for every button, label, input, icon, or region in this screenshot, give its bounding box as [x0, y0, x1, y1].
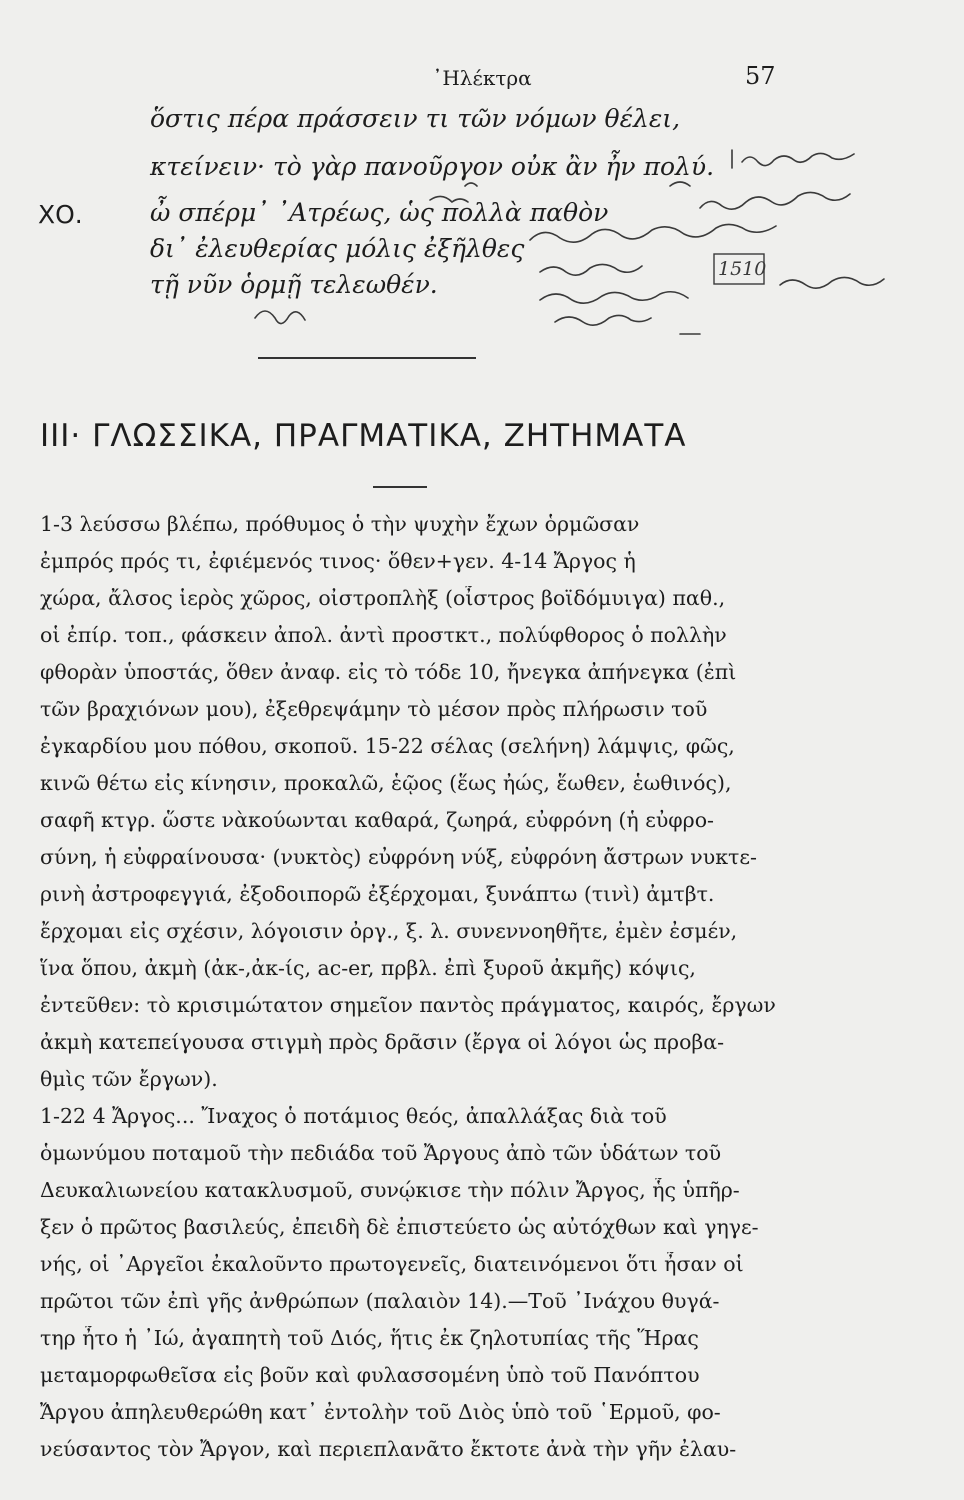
divider	[373, 486, 427, 488]
commentary-line: θμὶς τῶν ἔργων).	[40, 1067, 218, 1091]
verse-line: τῇ νῦν ὁρμῇ τελεωθέν.	[150, 270, 438, 299]
commentary-line: ἔρχομαι εἰς σχέσιν, λόγοισιν ὀργ., ξ. λ. συνεννοηθῆτε, ἐμὲν ἐσμέν,	[40, 919, 738, 943]
commentary-line: τῶν βραχιόνων μου), ἐξεθρεψάμην τὸ μέσον πρὸς πλήρωσιν τοῦ	[40, 697, 708, 721]
commentary-line: ὁμωνύμου ποταμοῦ τὴν πεδιάδα τοῦ Ἄργους ἀπὸ τῶν ὑδάτων τοῦ	[40, 1141, 722, 1165]
verse-line: δι᾿ ἐλευθερίας μόλις ἐξῆλθες	[150, 234, 525, 263]
commentary-line: 1-3 λεύσσω βλέπω, πρόθυμος ὁ τὴν ψυχὴν ἔχων ὁρμῶσαν	[40, 512, 640, 536]
commentary-line: φθορὰν ὑποστάς, ὅθεν ἀναφ. εἰς τὸ τόδε 10, ἤνεγκα ἀπήνεγκα (ἐπὶ	[40, 660, 737, 684]
verse-line: ὦ σπέρμ᾿ ᾿Ατρέως, ὡς πολλὰ παθὸν	[150, 198, 609, 227]
section-heading: III· ΓΛΩΣΣΙΚΑ, ΠΡΑΓΜΑΤΙΚΑ, ΖΗΤΗΜΑΤΑ	[40, 418, 687, 454]
commentary-line: ἐγκαρδίου μου πόθου, σκοποῦ. 15-22 σέλας (σελήνη) λάμψις, φῶς,	[40, 734, 735, 758]
commentary-line: πρῶτοι τῶν ἐπὶ γῆς ἀνθρώπων (παλαιὸν 14).—Τοῦ ᾿Ινάχου θυγά-	[40, 1289, 720, 1313]
divider	[258, 357, 476, 359]
commentary-line: Ἄργου ἀπηλευθερώθη κατ᾿ ἐντολὴν τοῦ Διὸς ὑπὸ τοῦ ῾Ερμοῦ, φο-	[40, 1400, 721, 1424]
commentary-line: ἐντεῦθεν: τὸ κρισιμώτατον σημεῖον παντὸς πράγματος, καιρός, ἔργων	[40, 993, 776, 1017]
commentary-line: σαφῆ κτγρ. ὥστε νὰκούωνται καθαρά, ζωηρά, εὐφρόνη (ἡ εὐφρο-	[40, 808, 714, 832]
verse-line: κτείνειν· τὸ γὰρ πανοῦργον οὐκ ἂν ἦν πολύ.	[150, 152, 715, 181]
commentary-line: ρινὴ ἀστροφεγγιά, ἐξοδοιπορῶ ἐξέρχομαι, ξυνάπτω (τινὶ) ἀμτβτ.	[40, 882, 715, 906]
commentary-line: ξεν ὁ πρῶτος βασιλεύς, ἐπειδὴ δὲ ἐπιστεύετο ὡς αὐτόχθων καὶ γηγε-	[40, 1215, 759, 1239]
commentary-line: οἱ ἐπίρ. τοπ., φάσκειν ἀπολ. ἀντὶ προστκτ., πολύφθορος ὁ πολλὴν	[40, 623, 727, 647]
commentary-line: ἐμπρός πρός τι, ἐφιέμενός τινος· ὅθεν+γεν. 4-14 Ἄργος ἡ	[40, 549, 636, 573]
commentary-line: μεταμορφωθεῖσα εἰς βοῦν καὶ φυλασσομένη ὑπὸ τοῦ Πανόπτου	[40, 1363, 700, 1387]
commentary-line: τηρ ἦτο ἡ ᾿Ιώ, ἀγαπητὴ τοῦ Διός, ἥτις ἐκ ζηλοτυπίας τῆς Ἥρας	[40, 1326, 699, 1350]
handwritten-annotation	[0, 0, 964, 400]
speaker-label: ΧΟ.	[38, 200, 83, 229]
commentary-line: 1-22 4 Ἄργος... Ἴναχος ὁ ποτάμιος θεός, ἀπαλλάξας διὰ τοῦ	[40, 1104, 667, 1128]
commentary-line: κινῶ θέτω εἰς κίνησιν, προκαλῶ, ἑῷος (ἕως ἠώς, ἕωθεν, ἑωθινός),	[40, 771, 732, 795]
commentary-line: ἀκμὴ κατεπείγουσα στιγμὴ πρὸς δρᾶσιν (ἔργα οἱ λόγοι ὡς προβα-	[40, 1030, 725, 1054]
running-header-title: ᾿Ηλέκτρα	[432, 66, 532, 90]
verse-line: ὅστις πέρα πράσσειν τι τῶν νόμων θέλει,	[150, 104, 681, 133]
commentary-line: νεύσαντος τὸν Ἄργον, καὶ περιεπλανᾶτο ἔκτοτε ἀνὰ τὴν γῆν ἐλαυ-	[40, 1437, 737, 1461]
page-number: 57	[745, 62, 776, 90]
commentary-line: νής, οἱ ᾿Αργεῖοι ἐκαλοῦντο πρωτογενεῖς, διατεινόμενοι ὅτι ἦσαν οἱ	[40, 1252, 744, 1276]
commentary-line: χώρα, ἄλσος ἱερὸς χῶρος, οἰστροπλὴξ (οἶστρος βοϊδόμυιγα) παθ.,	[40, 586, 726, 610]
margin-number: 1510	[718, 258, 767, 280]
commentary-line: σύνη, ἡ εὐφραίνουσα· (νυκτὸς) εὐφρόνη νύξ, εὐφρόνη ἄστρων νυκτε-	[40, 845, 757, 869]
commentary-line: Δευκαλιωνείου κατακλυσμοῦ, συνῴκισε τὴν πόλιν Ἄργος, ἧς ὑπῆρ-	[40, 1178, 740, 1202]
commentary-line: ἵνα ὅπου, ἀκμὴ (ἀκ-,ἀκ-ίς, ac-er, πρβλ. ἐπὶ ξυροῦ ἀκμῆς) κόψις,	[40, 956, 696, 980]
